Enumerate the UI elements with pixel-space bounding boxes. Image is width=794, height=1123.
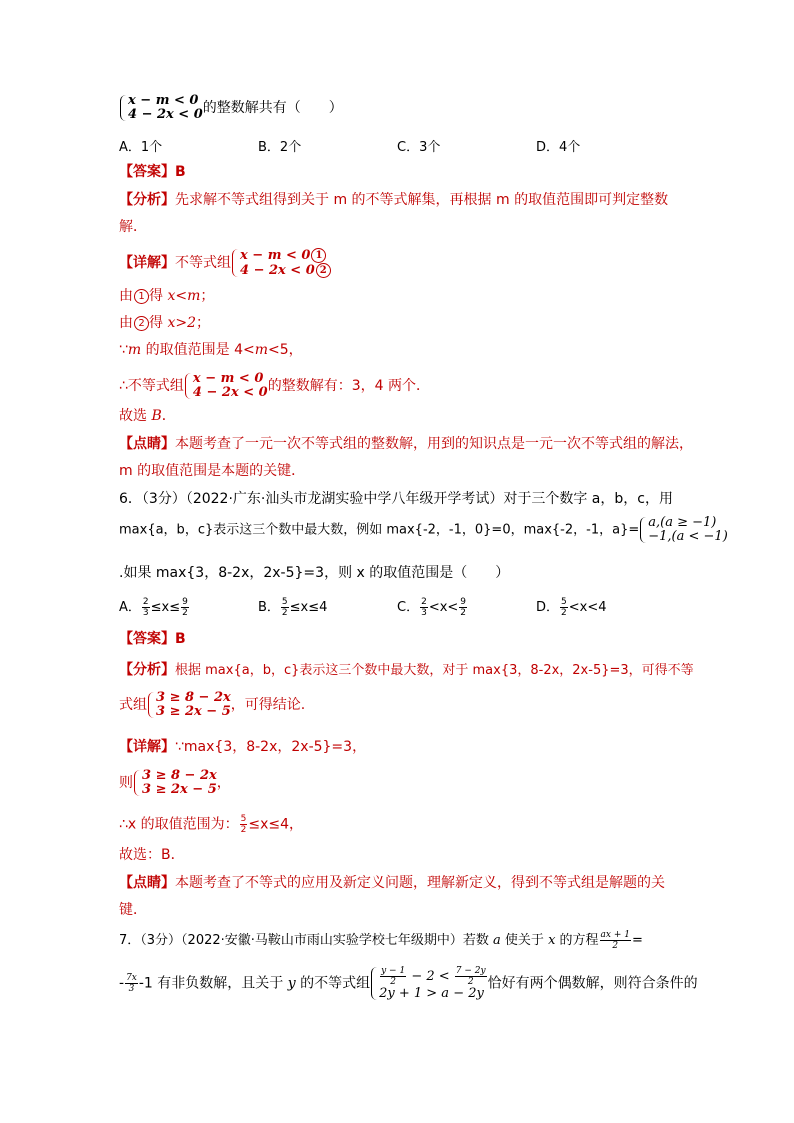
- denominator: 2: [390, 977, 397, 987]
- q5-option-a[interactable]: A．1个: [119, 140, 163, 155]
- q6-then-system: [133, 769, 217, 797]
- math-var: m: [127, 342, 142, 358]
- analysis-tag: 【分析】: [119, 662, 175, 678]
- detail-text: ∵max{3，8-2x，2x-5}=3，: [175, 739, 367, 755]
- text: ≤x≤4: [289, 600, 328, 615]
- text: ≤x≤: [150, 600, 181, 615]
- denominator: 3: [142, 608, 149, 618]
- q6-then: [119, 769, 231, 797]
- q6-range: [119, 814, 303, 835]
- fraction: [240, 814, 248, 835]
- detail-tag: 【详解】: [119, 255, 175, 271]
- text: 故选: [119, 408, 152, 424]
- q5-analysis-line2: 解．: [119, 219, 147, 235]
- denominator: 3: [128, 984, 135, 994]
- denominator: 2: [467, 977, 474, 987]
- q7-stem-line2: [119, 966, 698, 1001]
- fraction: [560, 597, 568, 618]
- fraction: [125, 973, 138, 994]
- analysis-tag: 【分析】: [119, 192, 175, 208]
- sys-row: 3 ≥ 2x − 5: [142, 782, 217, 797]
- text: max{a，b，c}表示这三个数中最大数，例如 max{-2，-1，0}=0，max{-2，-1，a}=: [119, 522, 640, 538]
- q6-comment-line2: 键．: [119, 902, 147, 918]
- denominator: 2: [460, 608, 467, 618]
- q5-detail-row1: x − m < 0: [240, 248, 311, 263]
- text: 的取值范围是 4<: [141, 342, 255, 358]
- q6-option-a[interactable]: [119, 596, 190, 618]
- sys-row: 3 ≥ 8 − 2x: [142, 768, 217, 783]
- numerator: 5: [561, 597, 567, 607]
- text: 由: [119, 315, 133, 331]
- q5-comment-line2: m 的取值范围是本题的关键．: [119, 463, 306, 479]
- text: 式组: [119, 697, 147, 713]
- denominator: 2: [281, 608, 288, 618]
- fraction: [142, 597, 150, 618]
- q5-sys-row1: x − m < 0: [128, 93, 199, 108]
- comment-text: 本题考查了不等式的应用及新定义问题，理解新定义，得到不等式组是解题的关: [175, 875, 665, 891]
- answer-value: B: [175, 631, 186, 647]
- text: -1 有非负数解，且关于: [138, 975, 288, 992]
- sys-row: 3 ≥ 2x − 5: [156, 704, 231, 719]
- text: 的整数解有：3，4 两个．: [267, 378, 430, 394]
- sys-row: 4 − 2x < 0: [192, 385, 268, 400]
- denominator: 2: [240, 825, 247, 835]
- q6-stem-line2: [119, 516, 728, 544]
- numerator: 2: [142, 597, 149, 607]
- detail-prefix: 不等式组: [175, 255, 231, 271]
- q5-therefore-system: [184, 372, 268, 400]
- q5-option-b[interactable]: B．2个: [258, 140, 302, 155]
- text: ；: [200, 288, 215, 304]
- q7-inequality-system: [370, 966, 487, 1001]
- q5-continuation: [119, 94, 343, 122]
- because-symbol: ∵: [119, 342, 128, 358]
- text: =: [631, 933, 643, 948]
- q5-detail-row2: 4 − 2x < 0: [240, 263, 315, 278]
- q6-analysis-line2: [119, 691, 305, 719]
- denominator: 2: [182, 608, 188, 618]
- q5-comment-line1: [119, 434, 693, 454]
- circle-2-icon: 2: [316, 263, 331, 278]
- case-row: −1,(a < −1): [648, 529, 728, 544]
- answer-tag: 【答案】: [119, 164, 175, 180]
- circle-1-icon: 1: [134, 289, 149, 304]
- sys-row: x − m < 0: [192, 371, 264, 386]
- option-label: A．: [119, 600, 141, 615]
- math-var: x: [548, 933, 556, 948]
- comment-tag: 【点睛】: [119, 436, 175, 452]
- text: 的方程: [555, 933, 599, 948]
- q6-choose: 故选：B．: [119, 847, 185, 863]
- denominator: 2: [612, 941, 619, 951]
- q5-detail-system: [231, 248, 331, 278]
- text: ∴x 的取值范围为：: [119, 816, 239, 833]
- q7-stem-line1: [119, 930, 643, 951]
- answer-value: B: [175, 164, 186, 180]
- fraction: [181, 597, 189, 618]
- circle-1-icon: 1: [311, 248, 326, 263]
- q6-answer: [119, 629, 186, 649]
- denominator: 2: [561, 608, 567, 618]
- q5-inequality-system: [119, 94, 203, 122]
- q6-option-d[interactable]: [536, 596, 607, 618]
- q5-analysis-line1: [119, 190, 668, 210]
- q5-because: [119, 340, 303, 360]
- fraction: [600, 930, 631, 951]
- numerator: ax + 1: [600, 930, 630, 940]
- text: 得: [149, 288, 163, 304]
- text: 恰好有两个偶数解，则符合条件的: [487, 975, 698, 992]
- numerator: 2: [421, 597, 427, 607]
- choice-value: B: [151, 408, 162, 424]
- q5-option-c[interactable]: C．3个: [397, 140, 441, 155]
- math-expr: x<m: [167, 288, 201, 304]
- text: ．: [161, 408, 176, 424]
- q6-analysis-line1: [119, 660, 694, 681]
- text: <x<4: [568, 600, 607, 615]
- text: <x<: [428, 600, 459, 615]
- sys-row: 3 ≥ 8 − 2x: [156, 690, 231, 705]
- q6-comment-line1: [119, 873, 665, 893]
- q5-detail: [119, 248, 331, 278]
- text: ；: [196, 315, 210, 331]
- q5-sys-row2: 4 − 2x < 0: [128, 107, 203, 122]
- fraction: [380, 966, 406, 987]
- text: -: [119, 975, 125, 992]
- math-var: y: [287, 975, 296, 992]
- q6-stem-line1: 6．（3分）（2022·广东·汕头市龙湖实验中学八年级开学考试）对于三个数字 a，b，c，用: [119, 491, 673, 507]
- text: ，: [216, 775, 231, 791]
- numerator: 5: [281, 597, 288, 607]
- text: − 2 <: [407, 969, 454, 984]
- text: 使关于: [500, 933, 549, 948]
- comment-text: 本题考查了一元一次不等式组的整数解，用到的知识点是一元一次不等式组的解法，: [175, 436, 693, 452]
- q6-piecewise: [639, 516, 728, 544]
- fraction: [420, 597, 428, 618]
- fraction: [455, 966, 487, 987]
- sys-row: 2y + 1 > a − 2y: [379, 986, 484, 1001]
- fraction: [459, 597, 467, 618]
- option-label: B．: [258, 600, 280, 615]
- text: 的不等式组: [295, 975, 371, 992]
- detail-tag: 【详解】: [119, 739, 175, 755]
- text: ∴不等式组: [119, 378, 184, 394]
- q5-from-eq2: [119, 313, 210, 333]
- q6-stem-line3: .如果 max{3，8-2x，2x-5}=3，则 x 的取值范围是（ ）: [119, 565, 510, 581]
- math-expr: x>2: [167, 315, 196, 331]
- numerator: 7x: [126, 973, 137, 983]
- fraction: [281, 597, 289, 618]
- text: 7．（3分）（2022·安徽·马鞍山市雨山实验学校七年级期中）若数: [119, 933, 494, 948]
- q6-detail: [119, 737, 366, 757]
- numerator: 5: [240, 814, 247, 824]
- q6-analysis-system: [147, 691, 231, 719]
- answer-tag: 【答案】: [119, 631, 175, 647]
- option-label: D．: [536, 600, 560, 615]
- circle-2-icon: 2: [134, 316, 149, 331]
- q5-option-d[interactable]: D．4个: [536, 140, 581, 155]
- q6-option-b[interactable]: [258, 596, 327, 618]
- analysis-text: 先求解不等式组得到关于 m 的不等式解集，再根据 m 的取值范围即可判定整数: [175, 192, 669, 208]
- q5-stem-tail: 的整数解共有（ ）: [202, 100, 343, 116]
- case-row: a,(a ≥ −1): [648, 515, 717, 530]
- analysis-text: 根据 max{a，b，c}表示这三个数中最大数，对于 max{3，8-2x，2x-5}=3，可得不等: [175, 663, 694, 678]
- q6-option-c[interactable]: [397, 596, 468, 618]
- q5-choose: [119, 406, 176, 426]
- numerator: 9: [460, 597, 467, 607]
- text: <5，: [268, 342, 303, 358]
- numerator: y − 1: [381, 966, 406, 976]
- q5-from-eq1: [119, 286, 214, 306]
- text: ≤x≤4，: [248, 816, 304, 833]
- text: 得: [149, 315, 163, 331]
- numerator: 9: [182, 597, 188, 607]
- text: 则: [119, 775, 133, 791]
- denominator: 3: [421, 608, 427, 618]
- numerator: 7 − 2y: [455, 966, 486, 976]
- q5-answer: [119, 162, 186, 182]
- q5-therefore: [119, 372, 430, 400]
- text: 由: [119, 288, 133, 304]
- math-var: a: [493, 933, 501, 948]
- option-label: C．: [397, 600, 420, 615]
- text: ，可得结论.: [230, 697, 306, 713]
- comment-tag: 【点睛】: [119, 875, 175, 891]
- math-var: m: [254, 342, 269, 358]
